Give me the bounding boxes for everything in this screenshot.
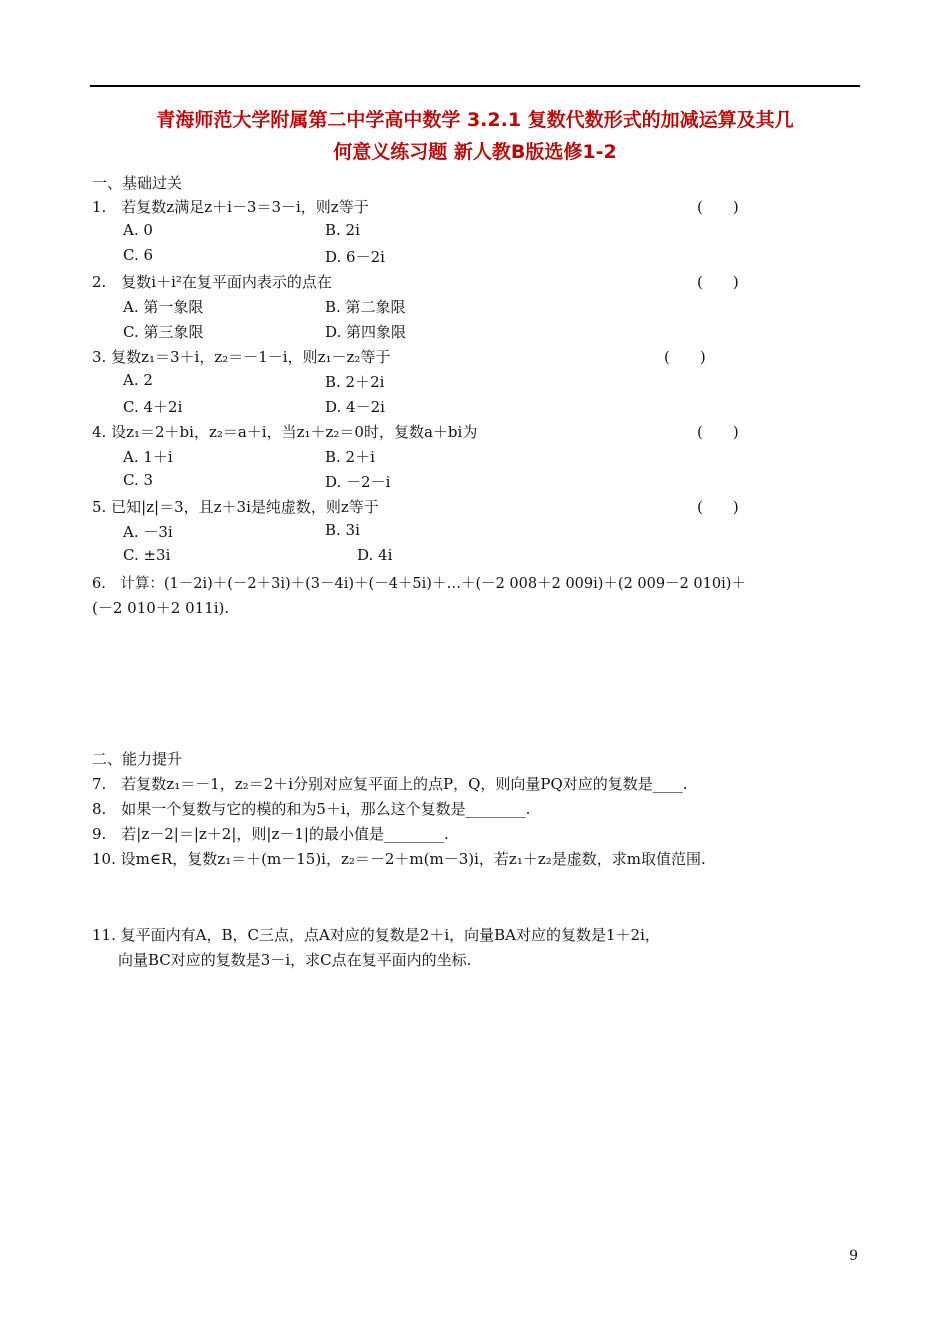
question-4-stem: 4. 设z₁＝2＋bi，z₂＝a＋i，当z₁＋z₂＝0时，复数a＋bi为	[92, 423, 478, 441]
question-5-answer-paren: ( )	[697, 498, 739, 516]
question-2-stem: 2. 复数i＋i²在复平面内表示的点在	[92, 273, 332, 291]
question-4-option-b: B. 2＋i	[325, 448, 375, 466]
page-number: 9	[849, 1248, 858, 1264]
question-5-stem: 5. 已知|z|＝3，且z＋3i是纯虚数，则z等于	[92, 498, 379, 516]
question-3-option-c: C. 4＋2i	[123, 398, 183, 416]
question-3-option-d: D. 4－2i	[325, 398, 385, 416]
question-11-line1: 11. 复平面内有A，B，C三点，点A对应的复数是2＋i，向量BA对应的复数是1＋2i，	[92, 926, 660, 944]
question-9: 9. 若|z－2|＝|z＋2|，则|z－1|的最小值是________.	[92, 825, 449, 843]
question-5-option-b: B. 3i	[325, 521, 360, 539]
section-heading-basic: 一、基础过关	[92, 174, 183, 192]
question-5-option-d: D. 4i	[357, 546, 393, 564]
question-3-option-a: A. 2	[123, 371, 153, 389]
question-11-line2: 向量BC对应的复数是3－i，求C点在复平面内的坐标.	[118, 951, 472, 969]
question-1-option-c: C. 6	[123, 246, 154, 264]
question-4-answer-paren: ( )	[697, 423, 739, 441]
question-1-answer-paren: ( )	[697, 198, 739, 216]
document-title-line1: 青海师范大学附属第二中学高中数学 3.2.1 复数代数形式的加减运算及其几	[156, 109, 794, 131]
question-4-option-c: C. 3	[123, 471, 154, 489]
question-3-option-b: B. 2＋2i	[325, 373, 385, 391]
question-4-option-a: A. 1＋i	[123, 448, 173, 466]
question-4-option-d: D. －2－i	[325, 473, 391, 491]
question-5-option-a: A. －3i	[123, 523, 173, 541]
question-1-option-d: D. 6－2i	[325, 248, 385, 266]
question-2-answer-paren: ( )	[697, 273, 739, 291]
question-2-option-b: B. 第二象限	[325, 298, 406, 316]
question-6-line2: (－2 010＋2 011i).	[92, 599, 230, 617]
question-7: 7. 若复数z₁＝－1，z₂＝2＋i分别对应复平面上的点P，Q，则向量PQ对应的复数是____.	[92, 775, 688, 793]
header-rule	[90, 85, 860, 87]
question-3-stem: 3. 复数z₁＝3＋i，z₂＝－1－i，则z₁－z₂等于	[92, 348, 391, 366]
question-2-option-c: C. 第三象限	[123, 323, 204, 341]
document-title-line2: 何意义练习题 新人教B版选修1-2	[333, 141, 617, 163]
question-10: 10. 设m∈R，复数z₁＝＋(m－15)i，z₂＝－2＋m(m－3)i，若z₁＋z₂是虚数，求m取值范围.	[92, 850, 706, 868]
question-1-option-b: B. 2i	[325, 221, 360, 239]
question-8: 8. 如果一个复数与它的模的和为5＋i，那么这个复数是________.	[92, 800, 531, 818]
question-6-line1: 6. 计算：(1－2i)＋(－2＋3i)＋(3－4i)＋(－4＋5i)＋…＋(－2 008＋2 009i)＋(2 009－2 010i)＋	[92, 576, 746, 592]
question-3-answer-paren: ( )	[664, 348, 706, 366]
question-1-option-a: A. 0	[123, 221, 153, 239]
question-2-option-a: A. 第一象限	[123, 298, 204, 316]
question-1-stem: 1. 若复数z满足z＋i－3＝3－i，则z等于	[92, 198, 369, 216]
question-2-option-d: D. 第四象限	[325, 323, 407, 341]
question-5-option-c: C. ±3i	[123, 546, 171, 564]
section-heading-advanced: 二、能力提升	[92, 750, 183, 768]
